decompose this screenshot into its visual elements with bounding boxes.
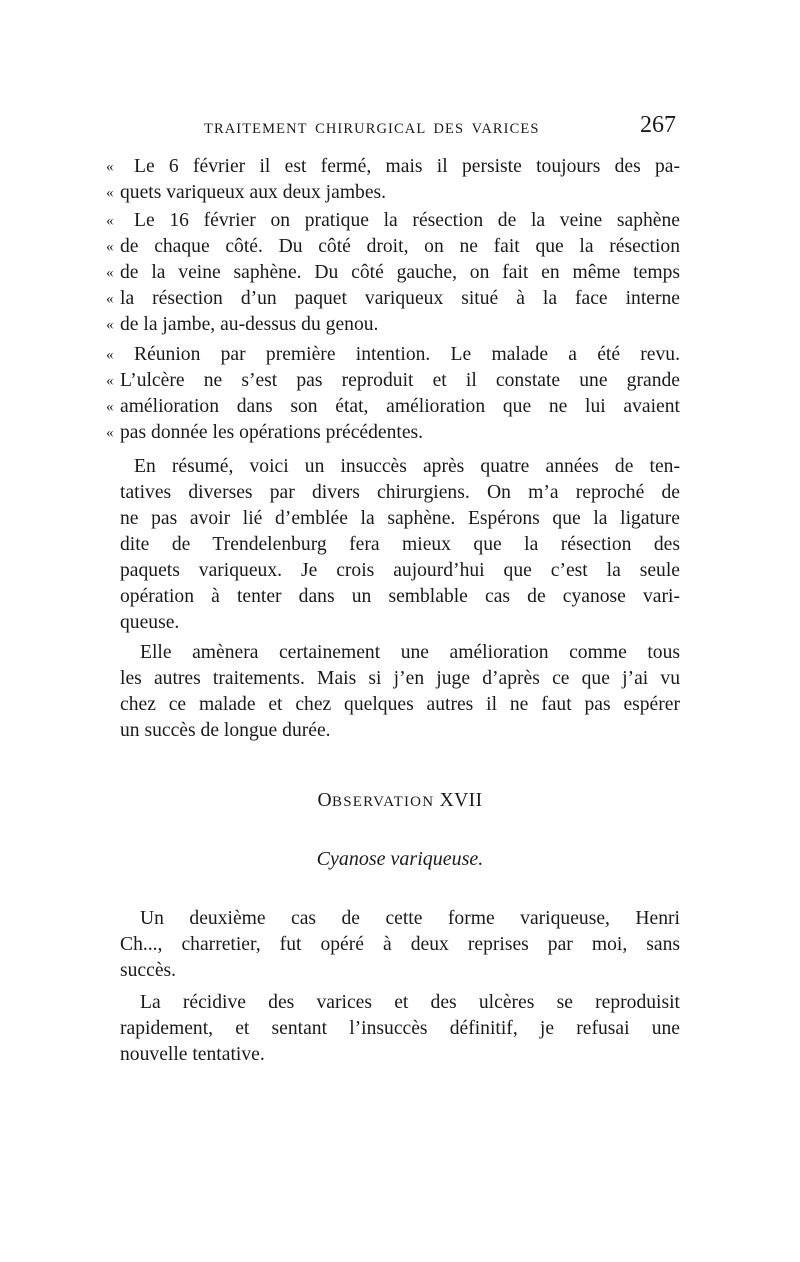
text-line: [106, 420, 680, 446]
text-line: [120, 1042, 680, 1068]
quote-mark: «: [106, 373, 114, 389]
text-line: [140, 906, 680, 932]
text-line-content: Le 16 février on pratique la résection de la veine saphène: [134, 210, 680, 231]
quote-mark: «: [106, 265, 114, 281]
running-title: TRAITEMENT CHIRURGICAL DES VARICES: [204, 121, 540, 137]
text-line-content: Un deuxième cas de cette forme variqueuse, Henri: [140, 908, 680, 929]
text-line-content: paquets variqueux. Je crois aujourd’hui que c’est la seule: [120, 560, 680, 581]
text-line-content: rapidement, et sentant l’insuccès définitif, je refusai une: [120, 1018, 680, 1039]
observation-subtitle: Cyanose variqueuse.: [316, 848, 484, 870]
text-line-content: Réunion par première intention. Le malade a été revu.: [134, 344, 680, 365]
text-line: [120, 932, 680, 958]
quote-mark: «: [106, 213, 114, 229]
quote-mark: «: [106, 399, 114, 415]
text-line: [120, 958, 680, 984]
text-line-content: de la jambe, au-dessus du genou.: [120, 314, 379, 335]
text-line-content: La récidive des varices et des ulcères se reproduisit: [140, 992, 680, 1013]
text-line: [106, 342, 680, 368]
observation-number: XVII: [439, 790, 483, 811]
text-line-content: les autres traitements. Mais si j’en juge d’après ce que j’ai vu: [120, 668, 680, 689]
text-line: [120, 610, 680, 636]
text-line-content: de la veine saphène. Du côté gauche, on fait en même temps: [120, 262, 680, 283]
page-header: [204, 112, 690, 142]
text-line-content: dite de Trendelenburg fera mieux que la résection des: [120, 534, 680, 555]
text-line-content: amélioration dans son état, amélioration que ne lui avaient: [120, 396, 680, 417]
text-line-content: L’ulcère ne s’est pas reproduit et il constate une grande: [120, 370, 680, 391]
text-line: [120, 506, 680, 532]
text-line: [140, 640, 680, 666]
text-line: [120, 718, 680, 744]
text-line-content: pas donnée les opérations précédentes.: [120, 422, 424, 443]
observation-heading-prefix: O: [317, 790, 333, 811]
text-line: [106, 180, 680, 206]
text-line: [106, 154, 680, 180]
quote-mark: «: [106, 291, 114, 307]
text-line-content: queuse.: [120, 612, 180, 633]
text-line-content: quets variqueux aux deux jambes.: [120, 182, 387, 203]
text-line: [106, 286, 680, 312]
text-line-content: un succès de longue durée.: [120, 720, 331, 741]
text-line-content: chez ce malade et chez quelques autres il ne faut pas espérer: [120, 694, 680, 715]
text-line: [106, 394, 680, 420]
text-line: [106, 234, 680, 260]
quote-mark: «: [106, 317, 114, 333]
text-line: [120, 480, 680, 506]
page-number: 267: [640, 112, 676, 138]
quote-mark: «: [106, 347, 114, 363]
text-line: [120, 666, 680, 692]
text-line-content: tatives diverses par divers chirurgiens. On m’a reproché de: [120, 482, 680, 503]
text-line: [120, 1016, 680, 1042]
text-line: [140, 990, 680, 1016]
observation-heading: [120, 790, 680, 812]
quote-mark: «: [106, 239, 114, 255]
text-line: [106, 312, 680, 338]
text-line-content: Le 6 février il est fermé, mais il persiste toujours des pa-: [134, 156, 680, 177]
text-line-content: opération à tenter dans un semblable cas de cyanose vari-: [120, 586, 680, 607]
text-line: [120, 558, 680, 584]
observation-heading-smallcaps: BSERVATION: [332, 794, 435, 810]
text-line-content: Ch..., charretier, fut opéré à deux reprises par moi, sans: [120, 934, 680, 955]
text-line-content: ne pas avoir lié d’emblée la saphène. Espérons que la ligature: [120, 508, 680, 529]
text-line-content: En résumé, voici un insuccès après quatre années de ten-: [134, 456, 680, 477]
text-line: [120, 584, 680, 610]
text-line-content: Elle amènera certainement une amélioration comme tous: [140, 642, 680, 663]
text-line: [120, 532, 680, 558]
text-line-content: la résection d’un paquet variqueux situé à la face interne: [120, 288, 680, 309]
quote-mark: «: [106, 425, 114, 441]
text-line-content: nouvelle tentative.: [120, 1044, 265, 1065]
quote-mark: «: [106, 159, 114, 175]
text-line: [106, 260, 680, 286]
text-line: [106, 208, 680, 234]
text-line: [120, 692, 680, 718]
text-line-content: de chaque côté. Du côté droit, on ne fait que la résection: [120, 236, 680, 257]
text-line: [134, 454, 680, 480]
quote-mark: «: [106, 185, 114, 201]
text-line: [106, 368, 680, 394]
text-line-content: succès.: [120, 960, 177, 981]
